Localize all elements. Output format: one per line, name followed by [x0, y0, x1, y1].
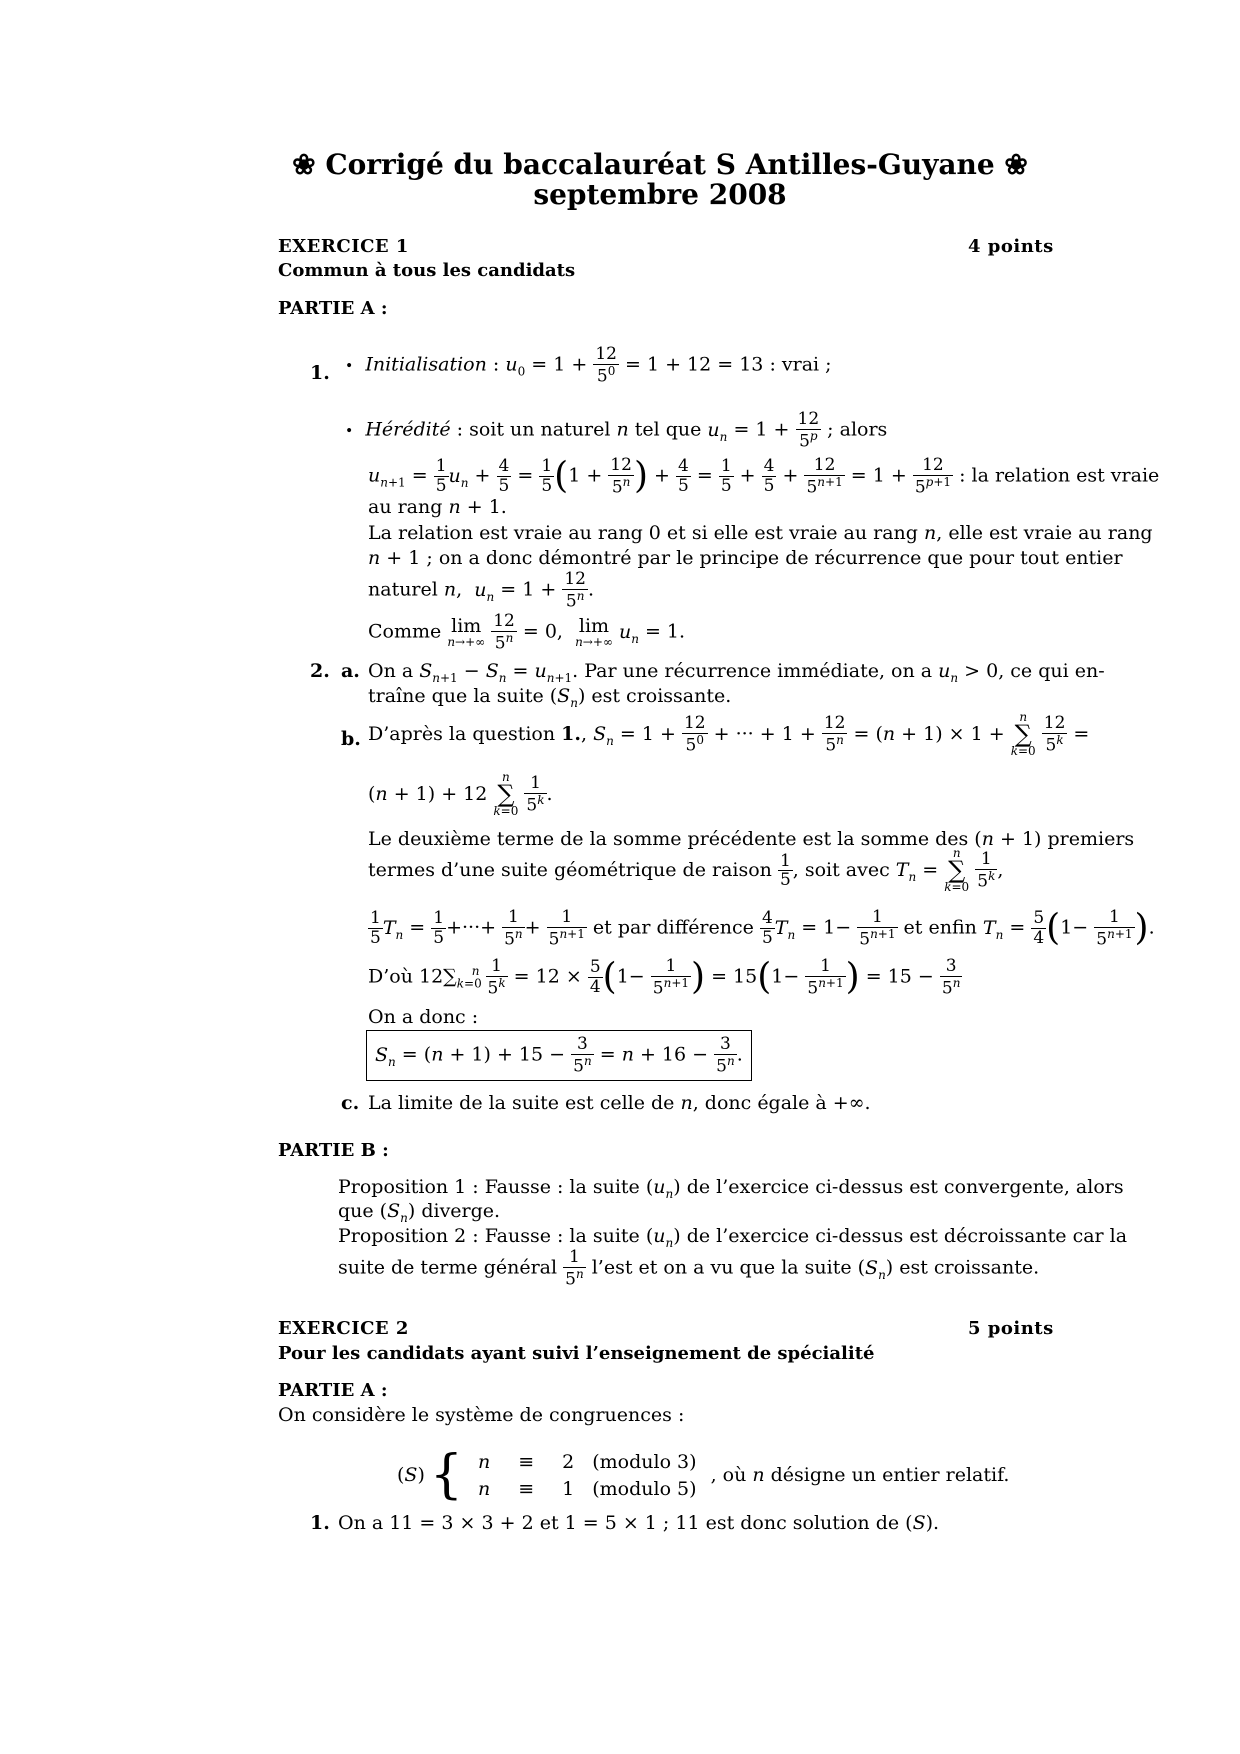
exercise-2-part-a-heading: PARTIE A :: [278, 1380, 388, 1401]
initialisation-line: • Initialisation : $u_0 = 1$ + $\frac{12}{5^0}$ = 1 + 12 = 13 : vrai ;: [345, 344, 832, 387]
proposition-2-line2: suite de terme général $\frac{1}{5^n}$ l’est et on a vu que la suite $(S_n)$ est croissante.: [338, 1247, 1040, 1290]
question-2c-text: La limite de la suite est celle de n, donc égale à +∞.: [368, 1092, 871, 1114]
question-2b-line3: Le deuxième terme de la somme précédente est la somme des (n + 1) premiers: [368, 828, 1135, 850]
question-2a-text: On a $S_{n+1} - S_n = u_{n+1}$. Par une récurrence immédiate, on a $u_n > 0$, ce qui en-: [368, 660, 1105, 685]
question-2b-line4: termes d’une suite géométrique de raison $\frac{1}{5}$ , soit avec $T_n$ = n ∑ k=0 $\frac{1}{5^k}$ ,: [368, 846, 1004, 895]
exercise-2-points: 5 points: [968, 1318, 1054, 1339]
question-2c-label: c.: [341, 1092, 360, 1114]
question-2b-line1: D’après la question 1., $S_n = 1$ + $\frac{12}{5^0}$ + ··· + 1 + $\frac{12}{5^n}$ = (n + 1) × 1 + n ∑ k=0 $\frac{12}{5^k}$ =: [368, 710, 1090, 759]
proposition-1-line2: que $(S_n)$ diverge.: [338, 1200, 501, 1225]
heredite-computation: $u_{n+1}$ = $\frac{1}{5}$ $u_n$ + $\frac{4}{5}$ = $\frac{1}{5}$ (1 + $\frac{12}{5^n}$ ) + $\frac{4}{5}$ = $\frac{1}{5}$ + $\frac{4}{5}$ + $\frac{12}{5^{n+1}}$ = 1 + $\frac{12}{5^{p+1}}$ : la relation est vraie: [368, 455, 1160, 498]
proposition-2-line1: Proposition 2 : Fausse : la suite $(u_n)$ de l’exercice ci-dessus est décroissante car la: [338, 1225, 1128, 1250]
question-2a-label: a.: [341, 660, 360, 682]
part-a-heading: PARTIE A :: [278, 298, 388, 319]
exercise-1-heading: EXERCICE 1: [278, 236, 409, 257]
part-b-heading: PARTIE B :: [278, 1140, 389, 1161]
exercise-1-audience: Commun à tous les candidats: [278, 260, 576, 281]
exercise-2-intro: On considère le système de congruences :: [278, 1404, 685, 1426]
question-1-number: 1.: [310, 362, 330, 384]
question-2b-line2: (n + 1) + 12 n ∑ k=0 $\frac{1}{5^k}$ .: [368, 770, 553, 819]
question-2b-line6: D’où $12\sum_{k=0}^n$ $\frac{1}{5^k}$ = 12 × $\frac{5}{4}$ (1− $\frac{1}{5^{n+1}}$ ) = 15(1− $\frac{1}{5^{n+1}}$ ) = 15 − $\frac{3}{5^n}$: [368, 956, 961, 999]
boxed-result: $S_n = (n + 1) + 15$ − $\frac{3}{5^n}$ = n + 16 − $\frac{3}{5^n}$ .: [366, 1030, 752, 1081]
recurrence-conclusion-1: La relation est vraie au rang 0 et si elle est vraie au rang n, elle est vraie au rang: [368, 522, 1153, 544]
recurrence-conclusion-3: naturel n, $u_n = 1$ + $\frac{12}{5^n}$ .: [368, 569, 595, 612]
question-2b-line5: $\frac{1}{5}$ $T_n$ = $\frac{1}{5}$ +···+ $\frac{1}{5^n}$ + $\frac{1}{5^{n+1}}$ et par différence $\frac{4}{5}$ $T_n = 1-$ $\frac{1}{5^{n+1}}$ et enfin $T_n$ = $\frac{5}{4}$ (1− $\frac{1}{5^{n+1}}$ ).: [370, 907, 1155, 950]
heredite-line: • Hérédité : soit un naturel n tel que $u_n = 1$ + $\frac{12}{5^p}$ ; alors: [345, 409, 888, 452]
question-2-number: 2.: [310, 660, 330, 682]
page-subtitle: septembre 2008: [533, 178, 787, 211]
proposition-1-line1: Proposition 1 : Fausse : la suite $(u_n)$ de l’exercice ci-dessus est convergente, alors: [338, 1176, 1124, 1201]
page-title: ❀ Corrigé du baccalauréat S Antilles-Guyane ❀: [292, 148, 1028, 181]
exercise-2-question-1-number: 1.: [310, 1512, 330, 1534]
exercise-1-points: 4 points: [968, 236, 1054, 257]
exercise-2-audience: Pour les candidats ayant suivi l’enseignement de spécialité: [278, 1343, 875, 1364]
question-2b-donc: On a donc :: [368, 1006, 479, 1028]
congruence-system: (S) { n ≡ 2 (modulo 3) , où n désigne un entier relatif. n ≡ 1 (modulo 5): [397, 1445, 1010, 1505]
exercise-2-heading: EXERCICE 2: [278, 1318, 409, 1339]
recurrence-conclusion-2: n + 1 ; on a donc démontré par le principe de récurrence que pour tout entier: [368, 547, 1123, 569]
question-2b-label: b.: [341, 728, 361, 750]
exercise-2-question-1-text: On a 11 = 3 × 3 + 2 et 1 = 5 × 1 ; 11 est donc solution de (S).: [338, 1512, 940, 1534]
question-2a-text-2: traîne que la suite $(S_n)$ est croissante.: [368, 685, 732, 710]
heredite-rank: au rang n + 1.: [368, 496, 507, 518]
limit-line: Comme lim n→+∞ $\frac{12}{5^n}$ = 0, lim n→+∞ $u_n = 1$.: [368, 611, 686, 654]
